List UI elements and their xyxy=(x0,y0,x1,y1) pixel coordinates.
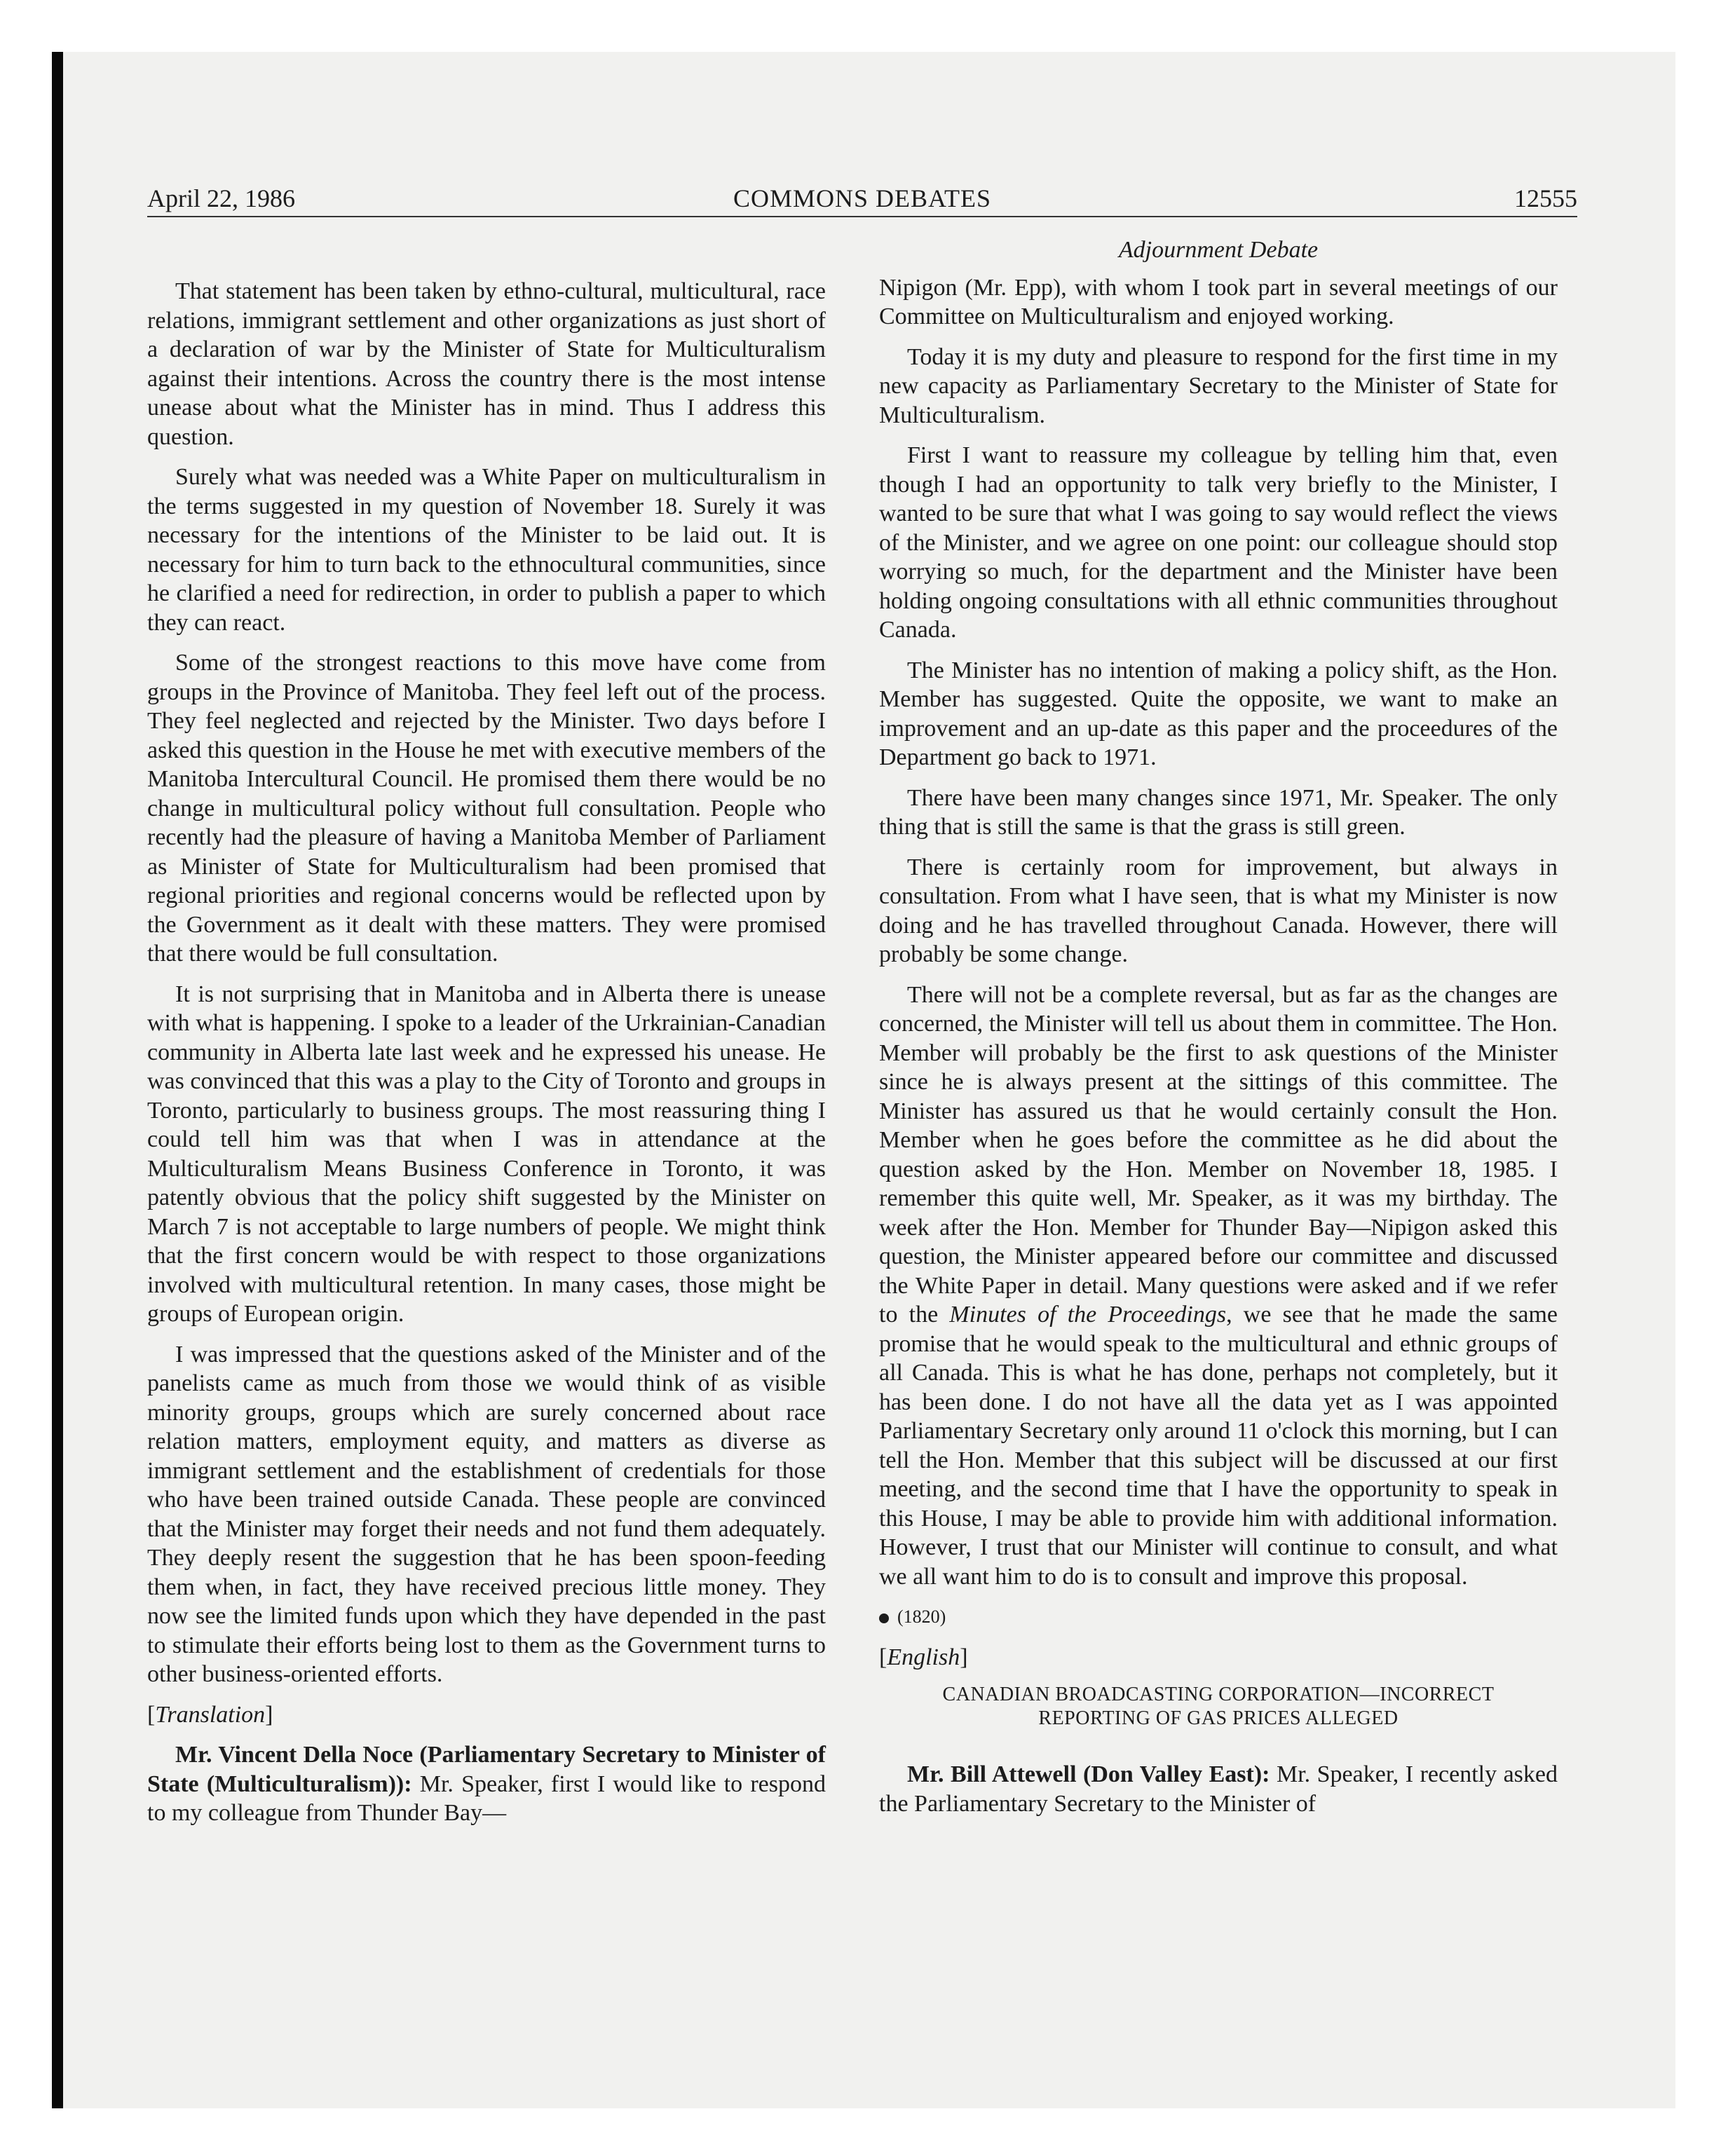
section-running-head: Adjournment Debate xyxy=(1118,237,1319,263)
paragraph-text: There will not be a complete reversal, but as far as the changes are concerned, the Minister will tell us about them in committee. The Hon. Member will probably be the first to ask questions of the Minister since he is always present at the sittings of this committee. The Minister has assured us that he would certainly consult the Hon. Member when he goes before the committee as he did about the question asked by the Hon. Member on November 18, 1985. I remember this quite well, Mr. Speaker, as it was my birthday. The week after the Hon. Member for Thunder Bay—Nipigon asked this question, the Minister appeared before our committee and discussed the White Paper in detail. Many questions were asked and if we refer to the xyxy=(879,981,1558,1328)
language-marker: [Translation] xyxy=(147,1701,273,1728)
speaker-name: Mr. Bill Attewell (Don Valley East): xyxy=(907,1761,1270,1787)
speaker-paragraph xyxy=(147,1740,826,1828)
paragraph: There is certainly room for improvement, but always in consultation. From what I have seen, that is what my Minister is now doing and he has travelled throughout Canada. However, there will probably be some change. xyxy=(879,854,1558,967)
paragraph: First I want to reassure my colleague by telling him that, even though I had an opportunity to talk very briefly to the Minister, I wanted to be sure that what I was going to say would reflect the views of the Minister, and we agree on one point: our colleague should stop worrying so much, for the department and the Minister have been holding ongoing consultations with all ethnic communities throughout Canada. xyxy=(879,442,1558,643)
language-marker-text: English xyxy=(887,1644,960,1670)
paragraph: Today it is my duty and pleasure to respond for the first time in my new capacity as Parliamentary Secretary to the Minister of State for Multiculturalism. xyxy=(879,343,1558,428)
paragraph: It is not surprising that in Manitoba and in Alberta there is unease with what is happening. I spoke to a leader of the Urkrainian-Canadian community in Alberta late last week and he expressed his unease. He was convinced that this was a play to the City of Toronto and groups in Toronto, particularly to business groups. The most reassuring thing I could tell him was that when I was in attendance at the Multiculturalism Means Business Conference in Toronto, it was patently obvious that the policy shift suggested by the Minister on March 7 is not acceptable to large numbers of people. We might think that the first concern would be with respect to those organizations involved with multicultural retention. In many cases, those might be groups of European origin. xyxy=(147,981,826,1327)
continuation-paragraph: Nipigon (Mr. Epp), with whom I took part in several meetings of our Committee on Multiculturalism and enjoyed working. xyxy=(879,274,1558,329)
language-marker: [English] xyxy=(879,1644,968,1670)
speaker-text: Mr. Speaker, first I would like to respond to my colleague from Thunder Bay— xyxy=(147,1770,826,1826)
speaker-name: Mr. Vincent Della Noce (Parliamentary Secretary to Minister of State (Multiculturalism)): xyxy=(147,1742,826,1797)
language-marker-text: Translation xyxy=(155,1701,266,1728)
paragraph: Surely what was needed was a White Paper on multiculturalism in the terms suggested in my question of November 18. Surely it was necessary for the intentions of the Minister to be laid out. It is necessary for him to turn back to the ethnocultural communities, since he clarified a need for redirection, in order to publish a paper to which they can react. xyxy=(147,464,826,636)
header-page-number: 12555 xyxy=(1514,184,1577,212)
speaker-paragraph xyxy=(879,1760,1558,1818)
paragraph: I was impressed that the questions asked of the Minister and of the panelists came as much from those we would think of as visible minority groups, groups which are surely concerned about race relation matters, employment equity, and matters as diverse as immigrant settlement and the establishment of credentials for those who have been trained outside Canada. These people are convinced that the Minister may forget their needs and not fund them adequately. They deeply resent the suggestion that he has been spoon-feeding them when, in fact, they have received precious little money. They now see the limited funds upon which they have depended in the past to stimulate their efforts being lost to them as the Government turns to other business-oriented efforts. xyxy=(147,1341,826,1687)
publication-title: Minutes of the Proceedings xyxy=(949,1302,1227,1328)
time-marker xyxy=(879,1602,1558,1632)
section-title-line: CANADIAN BROADCASTING CORPORATION—INCORRECT xyxy=(942,1684,1495,1705)
paragraph: That statement has been taken by ethno-cultural, multicultural, race relations, immigrant settlement and other organizations as just short of a declaration of war by the Minister of State for Multiculturalism against their intentions. Across the country there is the most intense unease about what the Minister has in mind. Thus I address this question. xyxy=(147,278,826,450)
scan-edge xyxy=(52,52,63,2108)
section-title xyxy=(879,1683,1558,1731)
paragraph: Some of the strongest reactions to this move have come from groups in the Province of Manitoba. They feel left out of the process. They feel neglected and rejected by the Minister. Two days before I asked this question in the House he met with executive members of the Manitoba Intercultural Council. He promised them there would be no change in multicultural policy without full consultation. People who recently had the pleasure of having a Manitoba Member of Parliament as Minister of State for Multiculturalism had been promised that regional priorities and regional concerns would be reflected upon by the Government as it dealt with these matters. They were promised that there would be full consultation. xyxy=(147,650,826,967)
header-title: COMMONS DEBATES xyxy=(733,184,992,212)
time-marker-text: (1820) xyxy=(897,1606,946,1627)
section-title-line: REPORTING OF GAS PRICES ALLEGED xyxy=(1038,1707,1399,1729)
speaker-text: Mr. Speaker, I recently asked the Parliamentary Secretary to the Minister of xyxy=(879,1761,1558,1817)
left-column xyxy=(147,277,826,1839)
header-date: April 22, 1986 xyxy=(147,184,295,212)
paragraph: There have been many changes since 1971, Mr. Speaker. The only thing that is still the same is that the grass is still green. xyxy=(879,784,1558,840)
page-header xyxy=(147,184,1577,217)
paragraph-text: , we see that he made the same promise that he would speak to the multicultural and ethnic groups of all Canada. This is what he has done, perhaps not completely, but it has been done. I do not have all the data yet as I was appointed Parliamentary Secretary only around 11 o'clock this morning, but I can tell the Hon. Member that this subject will be discussed at our first meeting, and the second time that I have the opportunity to speak in this House, I may be able to provide him with additional information. However, I trust that our Minister will continue to consult, and what we all want him to do is to consult and improve this proposal. xyxy=(879,1302,1558,1590)
paragraph xyxy=(879,981,1558,1592)
right-column xyxy=(879,236,1558,1829)
paragraph: The Minister has no intention of making a policy shift, as the Hon. Member has suggested. Quite the opposite, we want to make an improvement and an up-date as this paper and the proceedures of the Department go back to 1971. xyxy=(879,657,1558,770)
bullet-icon xyxy=(879,1613,889,1623)
